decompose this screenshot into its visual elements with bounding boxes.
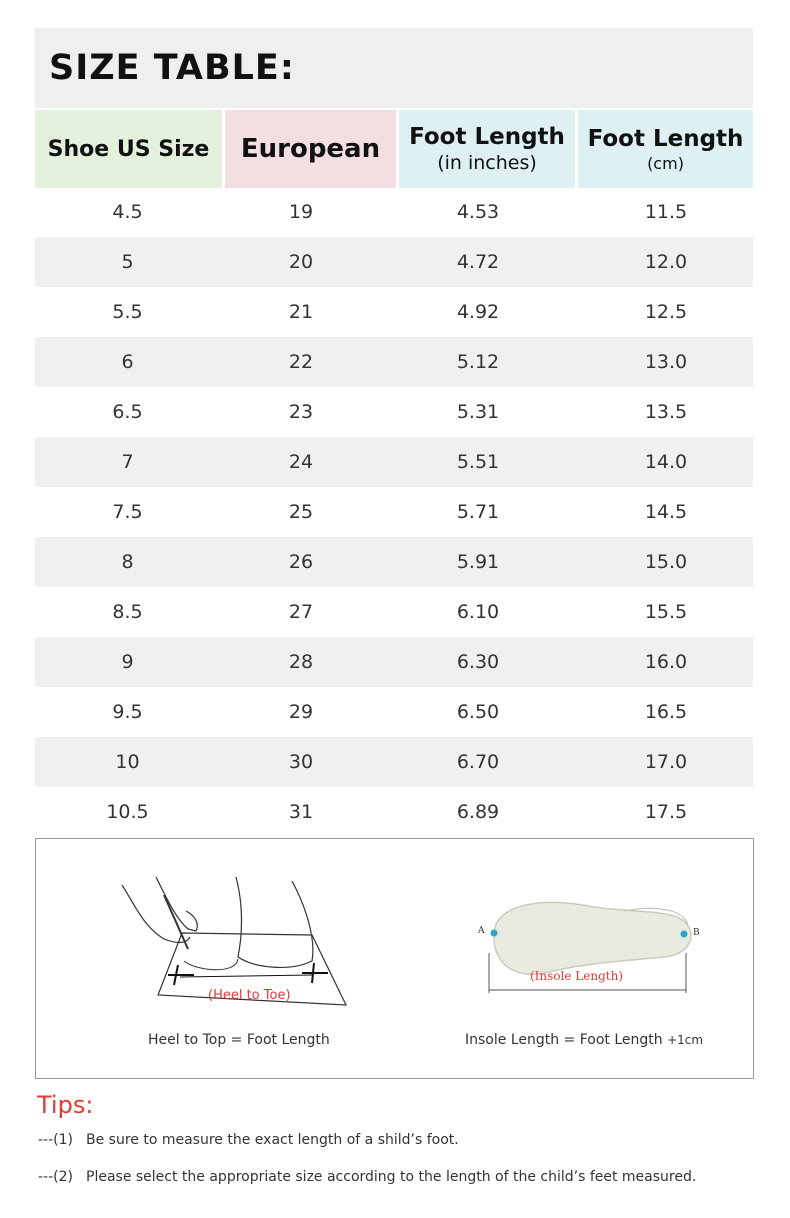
cell-european: 30 [288, 751, 314, 773]
header-foot-length-inches [399, 110, 575, 188]
heel-caption: Heel to Top = Foot Length [148, 1032, 330, 1048]
cell-foot-length-cm: 16.5 [644, 701, 688, 723]
point-b-dot [681, 931, 688, 938]
cell-european: 25 [288, 501, 314, 523]
tip-2 [38, 1169, 696, 1185]
cell-foot-length-cm: 12.0 [644, 251, 688, 273]
cell-us-size: 8 [121, 551, 134, 573]
cell-european: 23 [288, 401, 314, 423]
cell-european: 21 [288, 301, 314, 323]
cell-foot-length-inches: 6.89 [456, 801, 500, 823]
table-row [35, 337, 753, 387]
point-a-label: A [478, 926, 485, 936]
size-table-body [35, 187, 753, 837]
tips-title: Tips: [37, 1091, 94, 1119]
cell-european: 28 [288, 651, 314, 673]
cell-foot-length-cm: 17.5 [644, 801, 688, 823]
table-row [35, 537, 753, 587]
title-band [35, 28, 753, 108]
tip-1-number: ---(1) [38, 1132, 73, 1148]
cell-european: 29 [288, 701, 314, 723]
cell-foot-length-inches: 4.92 [456, 301, 500, 323]
cell-foot-length-cm: 15.5 [644, 601, 688, 623]
tip-1 [38, 1132, 459, 1148]
cell-european: 26 [288, 551, 314, 573]
header-inches-unit: (in inches) [437, 152, 537, 174]
cell-foot-length-cm: 14.0 [644, 451, 688, 473]
table-row [35, 487, 753, 537]
cell-european: 19 [288, 201, 314, 223]
cell-foot-length-cm: 16.0 [644, 651, 688, 673]
cell-foot-length-inches: 6.10 [456, 601, 500, 623]
table-row [35, 587, 753, 637]
header-cm-unit: (cm) [647, 153, 684, 173]
cell-us-size: 10.5 [106, 801, 149, 823]
cell-us-size: 6 [121, 351, 134, 373]
cell-us-size: 7 [121, 451, 134, 473]
cell-us-size: 5 [121, 251, 134, 273]
heel-to-toe-label: (Heel to Toe) [208, 988, 291, 1003]
cell-foot-length-inches: 5.12 [456, 351, 500, 373]
table-row [35, 287, 753, 337]
cell-us-size: 8.5 [112, 601, 143, 623]
cell-european: 31 [288, 801, 314, 823]
insole-measure-illustration [474, 891, 704, 1001]
cell-foot-length-inches: 5.31 [456, 401, 500, 423]
cell-european: 20 [288, 251, 314, 273]
cell-foot-length-inches: 6.70 [456, 751, 500, 773]
table-row [35, 437, 753, 487]
tip-2-number: ---(2) [38, 1169, 73, 1185]
cell-foot-length-inches: 6.30 [456, 651, 500, 673]
cell-us-size: 9 [121, 651, 134, 673]
cell-foot-length-inches: 6.50 [456, 701, 500, 723]
tip-2-text: Please select the appropriate size according to the length of the child’s feet measured. [86, 1169, 697, 1185]
header-european-label: European [240, 134, 381, 164]
table-row [35, 687, 753, 737]
tip-1-text: Be sure to measure the exact length of a shild’s foot. [86, 1132, 459, 1148]
table-row [35, 387, 753, 437]
cell-foot-length-cm: 14.5 [644, 501, 688, 523]
cell-foot-length-cm: 13.5 [644, 401, 688, 423]
cell-foot-length-inches: 5.71 [456, 501, 500, 523]
table-row [35, 787, 753, 837]
insole-length-label: (Insole Length) [530, 969, 623, 983]
table-row [35, 737, 753, 787]
measurement-guide [35, 838, 754, 1079]
cell-foot-length-cm: 15.0 [644, 551, 688, 573]
header-foot-length-inches-label: Foot Length [409, 124, 565, 150]
cell-foot-length-inches: 5.51 [456, 451, 500, 473]
cell-us-size: 5.5 [112, 301, 143, 323]
cell-us-size: 4.5 [112, 201, 143, 223]
point-b-label: B [693, 928, 700, 938]
cell-foot-length-cm: 12.5 [644, 301, 688, 323]
insole-caption-extra: +1cm [667, 1033, 704, 1047]
page-title: SIZE TABLE: [49, 48, 295, 88]
cell-us-size: 6.5 [112, 401, 143, 423]
header-foot-length-cm-label: Foot Length [587, 125, 744, 152]
header-foot-length-cm [578, 110, 753, 188]
cell-foot-length-inches: 5.91 [456, 551, 500, 573]
insole-caption-text: Insole Length = Foot Length [465, 1032, 663, 1048]
header-us-size-label: Shoe US Size [47, 136, 210, 162]
cell-european: 22 [288, 351, 314, 373]
header-us-size [35, 110, 222, 188]
table-row [35, 637, 753, 687]
cell-foot-length-cm: 13.0 [644, 351, 688, 373]
point-a-dot [491, 930, 498, 937]
table-row [35, 237, 753, 287]
header-european [225, 110, 396, 188]
cell-foot-length-cm: 17.0 [644, 751, 688, 773]
foot-measure-illustration [116, 867, 376, 1017]
cell-us-size: 10 [115, 751, 140, 773]
cell-foot-length-cm: 11.5 [644, 201, 688, 223]
cell-european: 24 [288, 451, 314, 473]
cell-foot-length-inches: 4.53 [456, 201, 500, 223]
cell-european: 27 [288, 601, 314, 623]
insole-caption [465, 1032, 703, 1048]
cell-us-size: 7.5 [112, 501, 143, 523]
cell-foot-length-inches: 4.72 [456, 251, 500, 273]
cell-us-size: 9.5 [112, 701, 143, 723]
table-row [35, 187, 753, 237]
